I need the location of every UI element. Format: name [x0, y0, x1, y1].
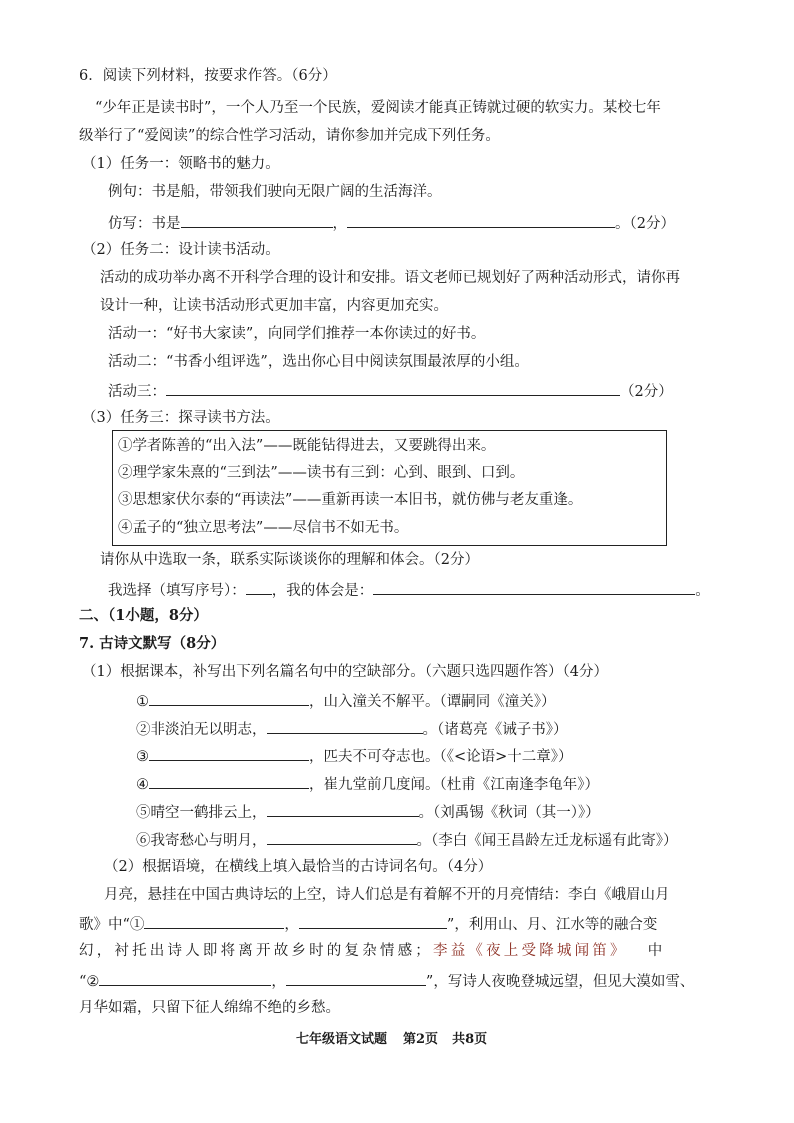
poem-item-3-before: ③: [136, 749, 149, 765]
moon-blank-2b[interactable]: [286, 970, 426, 986]
poem-item-5: [136, 801, 600, 823]
context-line3-poem-ref: 李益《夜上受降城闻笛》: [433, 943, 628, 959]
task2-desc-line1: 活动的成功举办离不开科学合理的设计和安排。语文老师已规划好了两种活动形式，请你再: [100, 270, 680, 286]
poem-item-2: [136, 718, 568, 740]
imitate-comma: ，: [332, 216, 347, 232]
activity-one: 活动一：“好书大家读”，向同学们推荐一本你读过的好书。: [108, 326, 486, 342]
method-chen-shan: ①学者陈善的“出入法”——既能钻得进去，又要跳得出来。: [118, 438, 496, 454]
poem-item-1-before: ①: [136, 694, 149, 710]
poem-blank-5[interactable]: [267, 801, 419, 817]
imitate-prefix: 仿写：书是: [108, 216, 181, 232]
context-line3-b: 中: [647, 943, 666, 959]
footer-subject: 七年级语文试题: [296, 1032, 388, 1047]
imitate-blank-2[interactable]: [347, 212, 615, 228]
poem-item-1: [136, 690, 556, 712]
poem-item-6: [136, 829, 678, 851]
choose-end: 。: [695, 583, 710, 599]
context-line2-suffix: ”，利用山、月、江水等的融合变: [446, 917, 658, 933]
q7-sub1: （1）根据课本，补写出下列名篇名句中的空缺部分。（六题只选四题作答）（4分）: [82, 664, 608, 680]
method-mencius: ④孟子的“独立思考法”——尽信书不如无书。: [118, 520, 409, 536]
context-line4-prefix: “②: [79, 974, 100, 990]
task2-desc-line2: 设计一种，让读书活动形式更加丰富，内容更加充实。: [100, 298, 448, 314]
context-para-line2: [79, 913, 657, 935]
example-sentence: 例句：书是船，带领我们驶向无限广阔的生活海洋。: [108, 184, 442, 200]
poem-blank-6[interactable]: [267, 829, 417, 845]
context-para-line5: 月华如霜，只留下征人绵绵不绝的乡愁。: [79, 1000, 340, 1016]
poem-item-6-after: 。（李白《闻王昌龄左迁龙标遥有此寄》）: [416, 833, 678, 849]
choose-mid: ，我的体会是：: [271, 583, 374, 599]
task2-heading: （2）任务二：设计读书活动。: [82, 242, 280, 258]
context-para-line1: 月亮，悬挂在中国古典诗坛的上空，诗人们总是有着解不开的月亮情结：李白《峨眉山月: [104, 887, 670, 903]
method-voltaire: ③思想家伏尔泰的“再读法”——重新再读一本旧书，就仿佛与老友重逢。: [118, 492, 583, 508]
page-footer: [296, 1030, 487, 1050]
experience-blank[interactable]: [373, 579, 695, 595]
section-two-heading: 二、（1小题，8分）: [79, 607, 208, 624]
footer-page-number: 第2页: [403, 1032, 439, 1047]
task1-heading: （1）任务一：领略书的魅力。: [82, 156, 280, 172]
context-para-line4: [79, 970, 694, 992]
poem-item-1-after: ，山入潼关不解平。（谭嗣同《潼关》）: [309, 694, 556, 710]
poem-item-6-before: ⑥我寄愁心与明月，: [136, 833, 267, 849]
task3-ask: 请你从中选取一条，联系实际谈谈你的理解和体会。（2分）: [100, 552, 479, 568]
poem-item-2-after: 。（诸葛亮《诫子书》）: [422, 722, 568, 738]
choose-prefix: 我选择（填写序号）：: [108, 583, 246, 599]
context-line4-comma: ，: [271, 974, 286, 990]
poem-item-5-before: ⑤晴空一鹤排云上，: [136, 805, 267, 821]
imitate-line: [108, 212, 675, 234]
moon-blank-1a[interactable]: [144, 913, 284, 929]
poem-blank-3[interactable]: [149, 745, 309, 761]
context-line2-comma: ，: [284, 917, 299, 933]
q7-title: 7. 古诗文默写（8分）: [79, 635, 226, 652]
poem-item-5-after: 。（刘禹锡《秋词（其一）》）: [418, 805, 600, 821]
choose-line: [108, 579, 710, 601]
poem-blank-2[interactable]: [267, 718, 423, 734]
q6-title: 6．阅读下列材料，按要求作答。（6分）: [79, 68, 337, 84]
task3-heading: （3）任务三：探寻读书方法。: [82, 410, 280, 426]
q6-intro-line1: “少年正是读书时”，一个人乃至一个民族，爱阅读才能真正铸就过硬的软实力。某校七年: [95, 100, 661, 116]
q6-intro-line2: 级举行了“爱阅读”的综合性学习活动，请你参加并完成下列任务。: [79, 128, 500, 144]
activity-three-score: （2分）: [620, 384, 673, 400]
poem-item-3-after: ，匹夫不可夺志也。（《<论语>十二章》）: [309, 749, 573, 765]
activity-three-line: [108, 380, 673, 402]
context-line2-prefix: 歌》中“①: [79, 917, 145, 933]
poem-item-3: [136, 745, 573, 767]
method-zhu-xi: ②理学家朱熹的“三到法”——读书有三到：心到、眼到、口到。: [118, 465, 525, 481]
q7-sub2: （2）根据语境，在横线上填入最恰当的古诗词名句。（4分）: [104, 859, 493, 875]
activity-two: 活动二：“书香小组评选”，选出你心目中阅读氛围最浓厚的小组。: [108, 354, 529, 370]
poem-blank-4[interactable]: [149, 773, 309, 789]
context-line3-a: 幻，衬托出诗人即将离开故乡时的复杂情感；: [79, 943, 433, 959]
poem-blank-1[interactable]: [149, 690, 309, 706]
choose-number-blank[interactable]: [246, 579, 272, 595]
poem-item-2-before: ②非淡泊无以明志，: [136, 722, 267, 738]
activity-three-blank[interactable]: [166, 380, 620, 396]
activity-three-prefix: 活动三：: [108, 384, 166, 400]
context-line4-suffix: ”，写诗人夜晚登城远望，但见大漠如雪、: [425, 974, 695, 990]
moon-blank-2a[interactable]: [99, 970, 271, 986]
moon-blank-1b[interactable]: [299, 913, 447, 929]
poem-item-4-before: ④: [136, 777, 149, 793]
context-para-line3: [79, 941, 665, 961]
poem-item-4: [136, 773, 599, 795]
imitate-end: 。（2分）: [615, 216, 675, 232]
footer-total-pages: 共8页: [452, 1032, 488, 1047]
poem-item-4-after: ，崔九堂前几度闻。（杜甫《江南逢李龟年》）: [309, 777, 599, 793]
imitate-blank-1[interactable]: [181, 212, 333, 228]
